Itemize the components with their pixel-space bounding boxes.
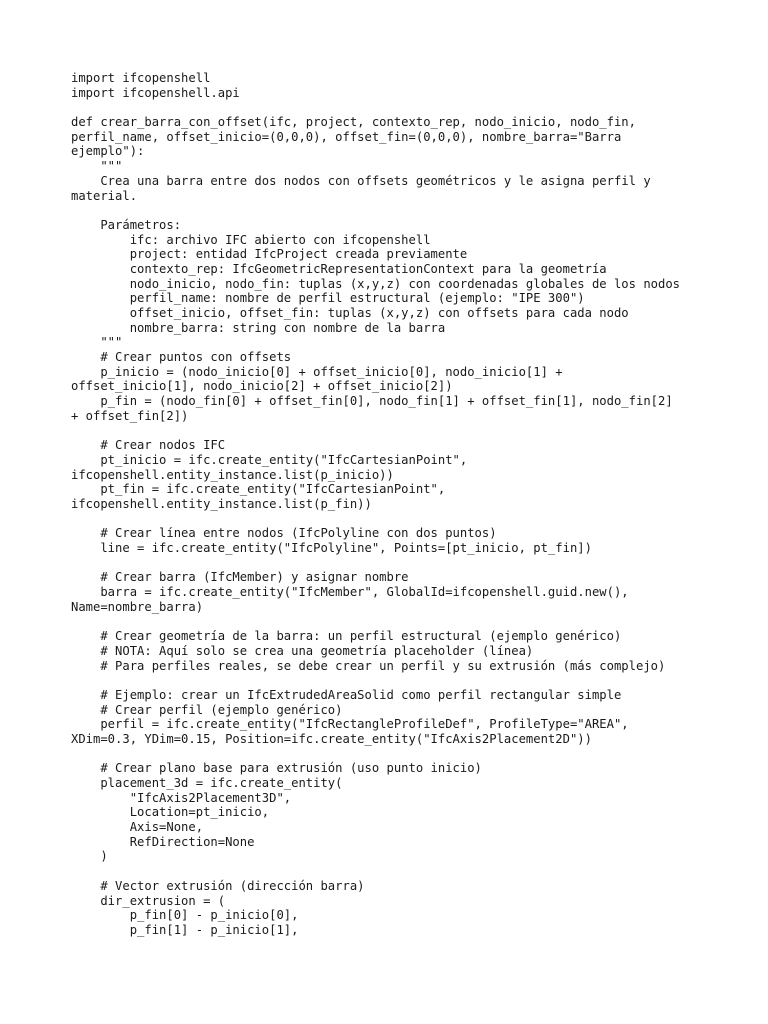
code-line: """	[71, 335, 123, 350]
code-line: # Crear geometría de la barra: un perfil estructural (ejemplo genérico)	[71, 629, 622, 644]
code-line: )	[71, 849, 108, 864]
code-line: line = ifc.create_entity("IfcPolyline", Points=[pt_inicio, pt_fin])	[71, 541, 592, 555]
code-line: offset_inicio[1], nodo_inicio[2] + offset_inicio[2])	[71, 379, 453, 394]
code-line: nombre_barra: string con nombre de la barra	[71, 320, 446, 335]
code-line: ifc: archivo IFC abierto con ifcopenshell	[71, 232, 431, 247]
code-line: nodo_inicio, nodo_fin: tuplas (x,y,z) con coordenadas globales de los nodos	[71, 276, 681, 291]
code-line	[71, 747, 761, 762]
code-line: ifcopenshell.entity_instance.list(p_inicio))	[71, 467, 394, 482]
code-line: XDim=0.3, YDim=0.15, Position=ifc.create_entity("IfcAxis2Placement2D"))	[71, 731, 592, 746]
code-line: # NOTA: Aquí solo se crea una geometría placeholder (línea)	[71, 643, 534, 658]
code-line: perfil = ifc.create_entity("IfcRectangleProfileDef", ProfileType="AREA",	[71, 717, 629, 732]
code-line	[71, 100, 761, 115]
code-line: Parámetros:	[71, 217, 182, 232]
code-line: import ifcopenshell.api	[71, 85, 240, 100]
code-line: pt_fin = ifc.create_entity("IfcCartesianPoint",	[71, 482, 446, 497]
code-line	[71, 424, 761, 439]
code-line: contexto_rep: IfcGeometricRepresentationContext para la geometría	[71, 261, 607, 276]
code-line: barra = ifc.create_entity("IfcMember", GlobalId=ifcopenshell.guid.new(),	[71, 585, 629, 600]
code-line	[71, 556, 761, 571]
code-line: """	[71, 159, 123, 174]
code-line: # Crear puntos con offsets	[71, 350, 292, 365]
code-line: # Crear perfil (ejemplo genérico)	[71, 702, 343, 717]
code-line	[71, 203, 761, 218]
code-line: # Ejemplo: crear un IfcExtrudedAreaSolid como perfil rectangular simple	[71, 687, 622, 702]
code-line: Crea una barra entre dos nodos con offsets geométricos y le asigna perfil y	[71, 173, 651, 188]
code-block	[71, 71, 761, 938]
code-line: offset_inicio, offset_fin: tuplas (x,y,z) con offsets para cada nodo	[71, 306, 629, 320]
code-line: # Crear barra (IfcMember) y asignar nombre	[71, 570, 409, 585]
code-line: "IfcAxis2Placement3D",	[71, 790, 292, 805]
code-line: project: entidad IfcProject creada previamente	[71, 247, 468, 262]
code-line: p_fin[1] - p_inicio[1],	[71, 922, 299, 937]
code-line: Location=pt_inicio,	[71, 805, 270, 820]
code-line: RefDirection=None	[71, 834, 255, 849]
code-line: p_inicio = (nodo_inicio[0] + offset_inicio[0], nodo_inicio[1] +	[71, 364, 563, 379]
code-line: # Crear plano base para extrusión (uso punto inicio)	[71, 761, 482, 776]
code-line	[71, 614, 761, 629]
code-line: placement_3d = ifc.create_entity(	[71, 776, 343, 790]
code-line: import ifcopenshell	[71, 71, 211, 85]
code-line: dir_extrusion = (	[71, 893, 226, 908]
code-line: # Para perfiles reales, se debe crear un perfil y su extrusión (más complejo)	[71, 658, 666, 673]
code-line: Axis=None,	[71, 820, 204, 835]
code-line: # Crear línea entre nodos (IfcPolyline con dos puntos)	[71, 526, 497, 541]
code-line	[71, 864, 761, 879]
code-line: def crear_barra_con_offset(ifc, project, contexto_rep, nodo_inicio, nodo_fin,	[71, 115, 636, 130]
code-line: # Vector extrusión (dirección barra)	[71, 878, 365, 893]
code-line: ifcopenshell.entity_instance.list(p_fin))	[71, 496, 372, 511]
code-line: perfil_name, offset_inicio=(0,0,0), offset_fin=(0,0,0), nombre_barra="Barra	[71, 129, 622, 144]
code-line: p_fin = (nodo_fin[0] + offset_fin[0], nodo_fin[1] + offset_fin[1], nodo_fin[2]	[71, 394, 673, 409]
code-line: pt_inicio = ifc.create_entity("IfcCartesianPoint",	[71, 452, 468, 467]
code-line: + offset_fin[2])	[71, 408, 189, 423]
code-line: perfil_name: nombre de perfil estructural (ejemplo: "IPE 300")	[71, 291, 585, 306]
code-line: Name=nombre_barra)	[71, 599, 204, 614]
code-line	[71, 512, 761, 527]
code-line: ejemplo"):	[71, 144, 145, 159]
code-line	[71, 673, 761, 688]
code-line: material.	[71, 188, 138, 203]
code-line: # Crear nodos IFC	[71, 438, 226, 453]
code-line: p_fin[0] - p_inicio[0],	[71, 908, 299, 923]
